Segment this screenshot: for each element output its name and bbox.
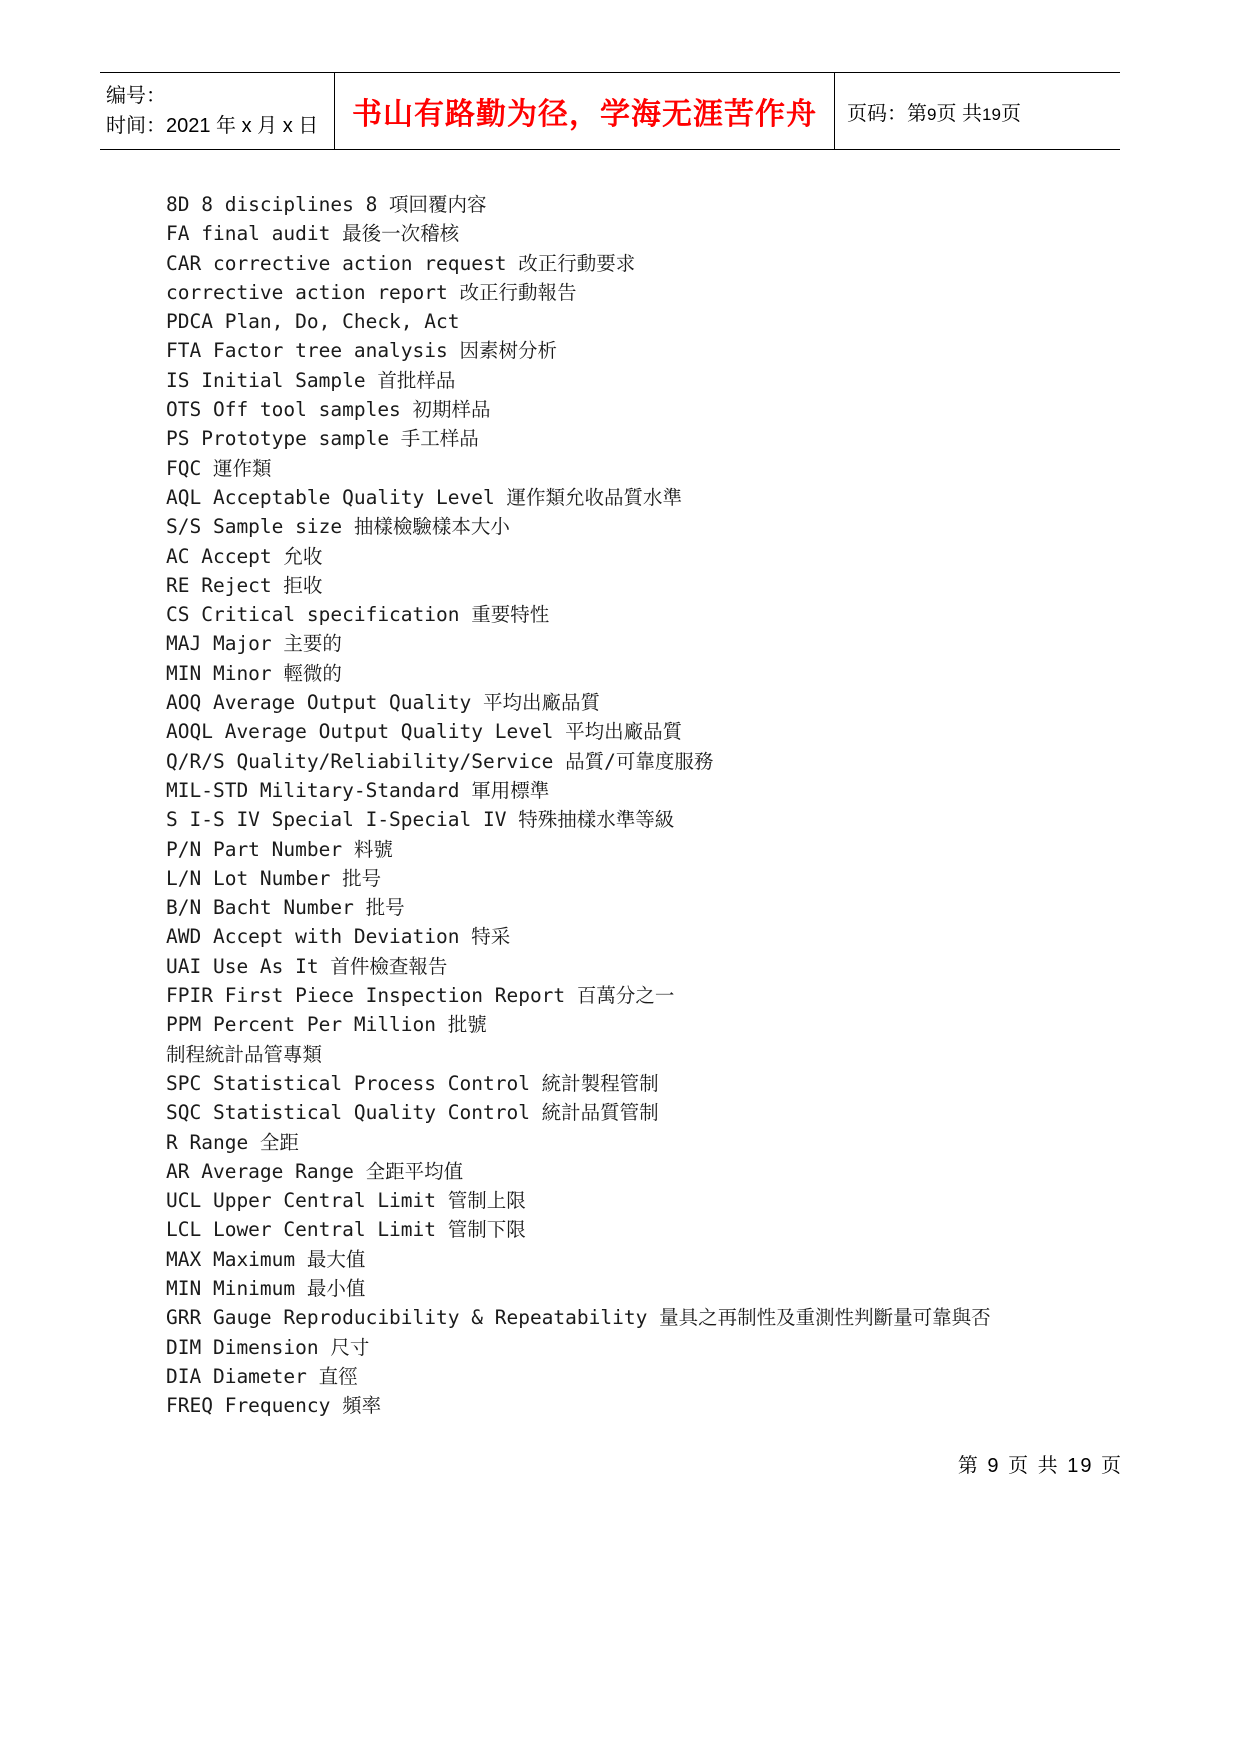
header-slogan: 书山有路勤为径，学海无涯苦作舟: [352, 98, 817, 131]
glossary-entry: AR Average Range 全距平均值: [166, 1159, 464, 1183]
glossary-entry: GRR Gauge Reproducibility & Repeatability 量具之再制性及重測性判斷量可靠與否: [166, 1306, 991, 1330]
glossary-entry: SPC Statistical Process Control 統計製程管制: [166, 1071, 659, 1095]
glossary-entry: S/S Sample size 抽樣檢驗樣本大小: [166, 515, 510, 539]
glossary-entry: S I-S IV Special I-Special IV 特殊抽樣水準等級: [166, 808, 675, 832]
glossary-entry: 8D 8 disciplines 8 項回覆内容: [166, 193, 487, 216]
glossary-entry: MAJ Major 主要的: [166, 632, 342, 656]
glossary-entry: AC Accept 允收: [166, 544, 323, 568]
header-time-label: 时间：2021 年 x 月 x 日: [106, 115, 319, 137]
glossary-entry: LCL Lower Central Limit 管制下限: [166, 1218, 526, 1242]
glossary-entry: IS Initial Sample 首批样品: [166, 368, 456, 392]
glossary-entry: FREQ Frequency 頻率: [166, 1394, 382, 1418]
header-page-middle: 页 共: [936, 102, 983, 125]
header-page-total: 19: [982, 104, 1001, 124]
header-page-suffix: 页: [1000, 102, 1021, 125]
glossary-entry: AOQL Average Output Quality Level 平均出廠品質: [166, 720, 683, 744]
glossary-entry: FTA Factor tree analysis 因素树分析: [166, 339, 557, 363]
glossary-entry: RE Reject 拒收: [166, 573, 323, 597]
glossary-entry: CAR corrective action request 改正行動要求: [166, 251, 636, 275]
header-slogan-cell: [335, 73, 835, 149]
header-page-cell: [835, 73, 1120, 149]
glossary-entry: AOQ Average Output Quality 平均出廠品質: [166, 691, 600, 715]
header-number-label: 编号：: [106, 85, 166, 107]
glossary-entry: FPIR First Piece Inspection Report 百萬分之一: [166, 984, 675, 1008]
header-page-info: [847, 97, 1120, 126]
glossary-entry: SQC Statistical Quality Control 統計品質管制: [166, 1101, 659, 1125]
glossary-entry: B/N Bacht Number 批号: [166, 896, 405, 920]
glossary-entry: MIL-STD Military-Standard 軍用標準: [166, 778, 550, 802]
glossary-entry: AWD Accept with Deviation 特采: [166, 925, 511, 949]
glossary-entry: UAI Use As It 首件檢查報告: [166, 954, 448, 978]
glossary-list: [166, 190, 1126, 1420]
glossary-entry: P/N Part Number 料號: [166, 837, 393, 861]
glossary-entry: FQC 運作類: [166, 456, 272, 480]
glossary-entry: Q/R/S Quality/Reliability/Service 品質/可靠度服務: [166, 749, 714, 773]
glossary-entry: CS Critical specification 重要特性: [166, 603, 550, 627]
glossary-entry: PS Prototype sample 手工样品: [166, 427, 479, 451]
glossary-entry: MAX Maximum 最大值: [166, 1247, 366, 1271]
glossary-entry: PDCA Plan, Do, Check, Act: [166, 310, 460, 334]
glossary-entry: MIN Minor 輕微的: [166, 661, 342, 685]
glossary-entry: DIM Dimension 尺寸: [166, 1335, 370, 1359]
glossary-entry: PPM Percent Per Million 批號: [166, 1013, 487, 1037]
glossary-entry: FA final audit 最後一次稽核: [166, 222, 460, 246]
header-page-prefix: 页码：第: [847, 102, 927, 125]
glossary-entry: MIN Minimum 最小值: [166, 1276, 366, 1300]
glossary-entry: L/N Lot Number 批号: [166, 866, 382, 890]
glossary-entry: OTS Off tool samples 初期样品: [166, 398, 491, 422]
glossary-entry: AQL Acceptable Quality Level 運作類允收品質水準: [166, 485, 682, 509]
glossary-entry: corrective action report 改正行動報告: [166, 280, 577, 304]
header-left-cell: [100, 73, 335, 149]
page-footer: 第 9 页 共 19 页: [957, 1455, 1123, 1477]
document-header: [100, 72, 1120, 150]
header-page-current: 9: [927, 104, 937, 124]
glossary-entry: 制程統計品管專類: [166, 1042, 323, 1066]
glossary-entry: UCL Upper Central Limit 管制上限: [166, 1189, 526, 1213]
glossary-entry: DIA Diameter 直徑: [166, 1364, 358, 1388]
glossary-entry: R Range 全距: [166, 1130, 299, 1154]
